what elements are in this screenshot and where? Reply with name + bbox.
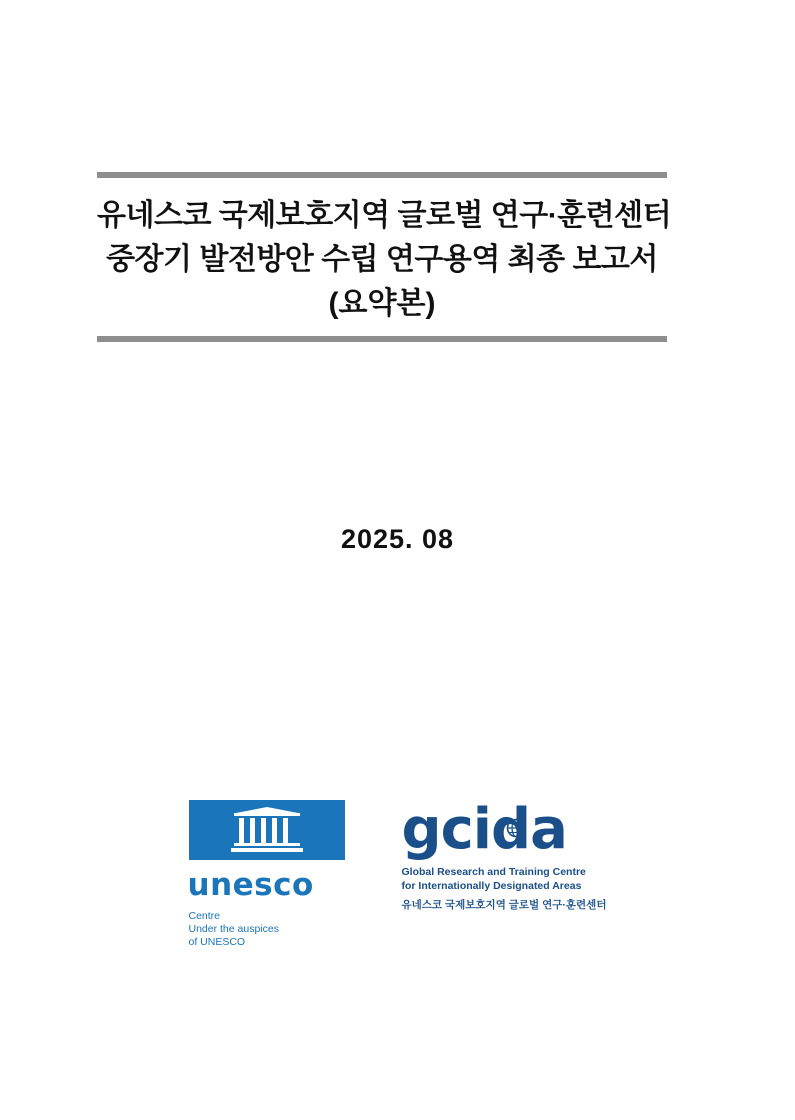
page-title (97, 178, 672, 336)
unesco-subtitle-line-1: Centre (188, 910, 221, 922)
globe-icon (506, 792, 526, 812)
unesco-temple-icon (189, 800, 345, 860)
gcida-logo (401, 797, 612, 912)
unesco-subtitle-line-2: Under the auspices (188, 923, 279, 935)
unesco-subtitle-line-3: of UNESCO (188, 936, 246, 948)
gcida-korean-name: 유네스코 국제보호지역 글로벌 연구·훈련센터 (401, 899, 607, 911)
unesco-logo (184, 800, 350, 949)
title-line-3: (요약본) (328, 287, 436, 320)
gcida-wordmark-text: gcida (401, 797, 567, 862)
unesco-subtitle (189, 910, 350, 949)
gcida-english-line-2: for Internationally Designated Areas (401, 879, 582, 892)
title-bottom-rule (97, 336, 667, 342)
logo-row (0, 797, 795, 949)
gcida-english-line-1: Global Research and Training Centre (401, 866, 586, 878)
gcida-wordmark (401, 797, 612, 862)
title-line-2: 중장기 발전방안 수립 연구용역 최종 보고서 (106, 243, 658, 276)
gcida-english-name (402, 866, 612, 893)
title-line-1: 유네스코 국제보호지역 글로벌 연구·훈련센터 (97, 199, 672, 232)
document-date: 2025. 08 (340, 524, 455, 554)
title-block (97, 172, 672, 342)
unesco-wordmark: unesco (187, 867, 314, 903)
